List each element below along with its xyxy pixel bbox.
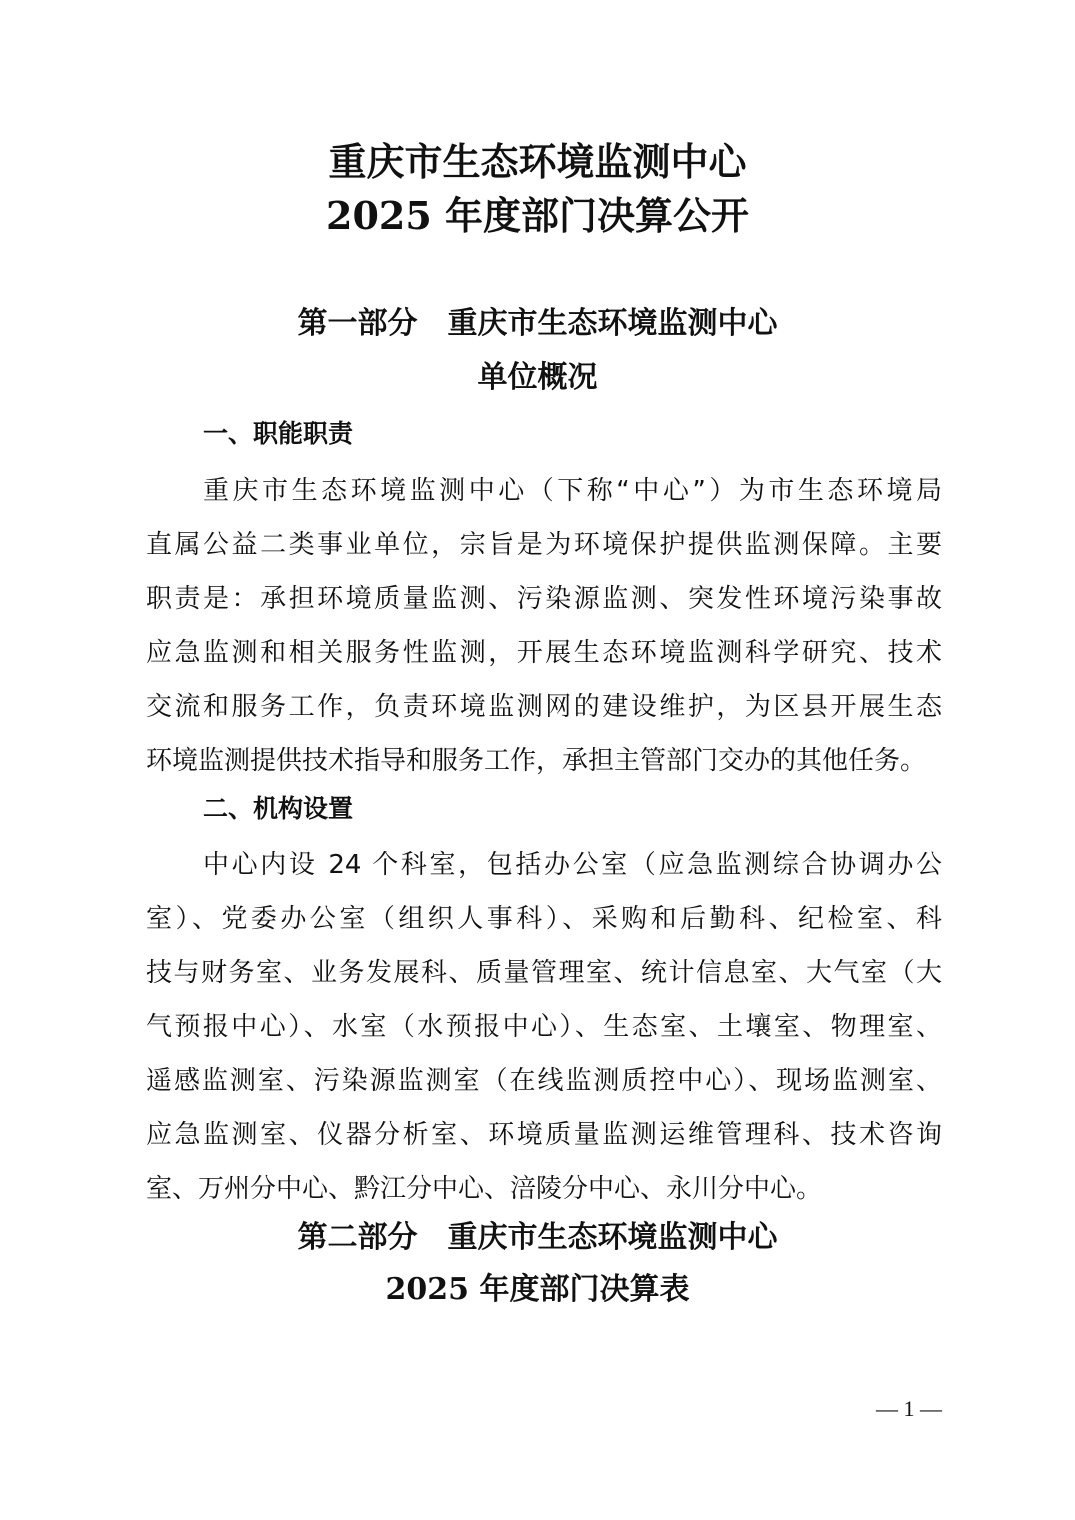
part1-title-line1: 第一部分 重庆市生态环境监测中心 xyxy=(297,306,778,341)
paragraph-line: 气预报中心）、水室（水预报中心）、生态室、土壤室、物理室、 xyxy=(146,1012,942,1042)
section2-paragraph xyxy=(146,838,942,1216)
paragraph-line: 技与财务室、业务发展科、质量管理室、统计信息室、大气室（大 xyxy=(146,958,942,988)
paragraph-line: 重庆市生态环境监测中心（下称“中心”）为市生态环境局 xyxy=(203,476,942,506)
paragraph-line: 职责是：承担环境质量监测、污染源监测、突发性环境污染事故 xyxy=(146,584,942,614)
paragraph-line: 应急监测和相关服务性监测，开展生态环境监测科学研究、技术 xyxy=(146,638,942,668)
document-title-line2: 2025 年度部门决算公开 xyxy=(326,193,749,238)
paragraph-line: 交流和服务工作，负责环境监测网的建设维护，为区县开展生态 xyxy=(146,692,942,722)
paragraph-line: 室）、党委办公室（组织人事科）、采购和后勤科、纪检室、科 xyxy=(146,904,942,934)
section1-heading: 一、职能职责 xyxy=(203,419,354,448)
paragraph-line: 应急监测室、仪器分析室、环境质量监测运维管理科、技术咨询 xyxy=(146,1120,942,1150)
section2-heading: 二、机构设置 xyxy=(203,794,354,823)
section1-paragraph xyxy=(146,464,942,788)
part1-title-line2: 单位概况 xyxy=(477,360,598,395)
part2-title-line2: 2025 年度部门决算表 xyxy=(385,1272,690,1307)
document-title-line1: 重庆市生态环境监测中心 xyxy=(328,139,747,184)
paragraph-line: 直属公益二类事业单位，宗旨是为环境保护提供监测保障。主要 xyxy=(146,530,942,560)
page-number: — 1 — xyxy=(876,1396,942,1421)
paragraph-line: 环境监测提供技术指导和服务工作，承担主管部门交办的其他任务。 xyxy=(146,746,927,776)
paragraph-line: 中心内设 24 个科室，包括办公室（应急监测综合协调办公 xyxy=(203,850,942,880)
part2-title-line1: 第二部分 重庆市生态环境监测中心 xyxy=(297,1220,778,1255)
paragraph-line: 遥感监测室、污染源监测室（在线监测质控中心）、现场监测室、 xyxy=(146,1066,942,1096)
paragraph-line: 室、万州分中心、黔江分中心、涪陵分中心、永川分中心。 xyxy=(146,1174,823,1204)
